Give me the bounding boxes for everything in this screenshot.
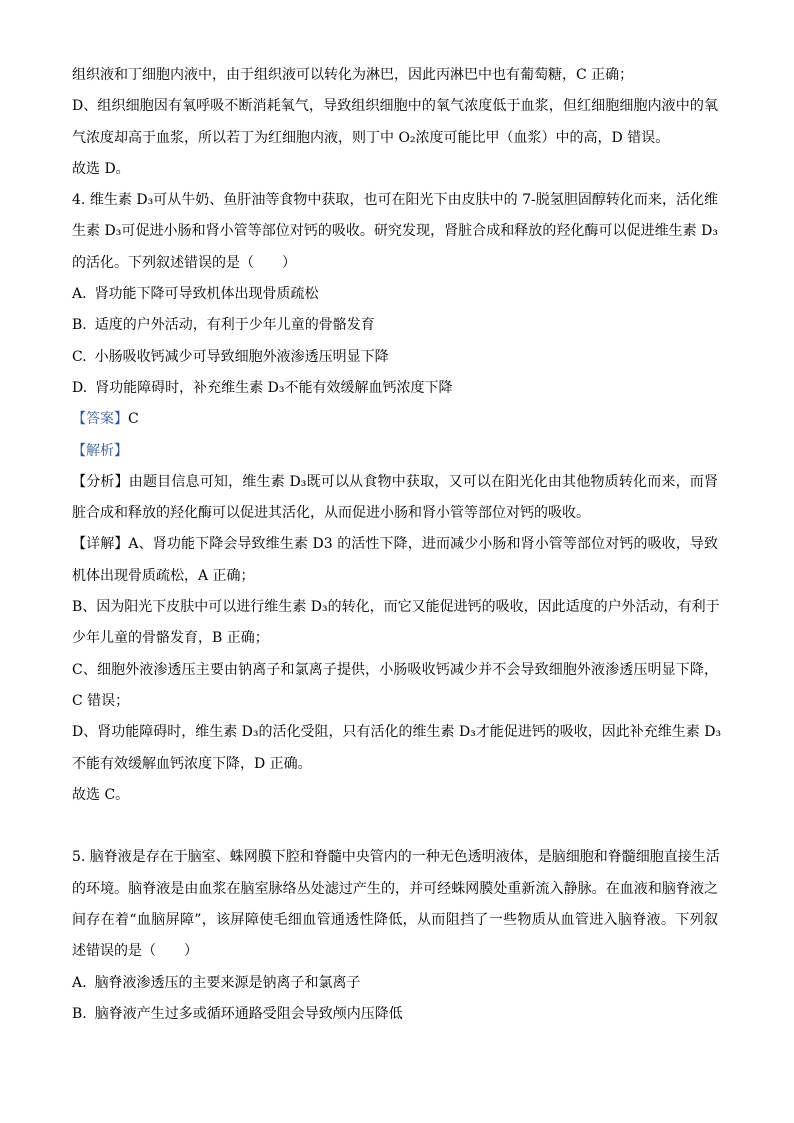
q4-detail-line: B、因为阳光下皮肤中可以进行维生素 D₃的转化，而它又能促进钙的吸收，因此适度的户外活动，有利于: [72, 599, 720, 616]
q5-stem-line: 的环境。脑脊液是由血浆在脑室脉络丛处滤过产生的，并可经蛛网膜处重新流入静脉。在血液和脑脊液之: [72, 880, 718, 897]
q4-stem-line: 4. 维生素 D₃可从牛奶、鱼肝油等食物中获取，也可在阳光下由皮肤中的 7-脱氢胆固醇转化而来，活化维: [72, 192, 718, 209]
option-letter: C.: [72, 348, 87, 365]
q4-detail-line: 不能有效缓解血钙浓度下降，D 正确。: [72, 755, 312, 772]
option-text: 脑脊液渗透压的主要来源是钠离子和氯离子: [94, 974, 361, 991]
q5-option-b: [72, 999, 718, 1030]
option-letter: B.: [72, 317, 87, 334]
option-text: 脑脊液产生过多或循环通路受阻会导致颅内压降低: [94, 1005, 403, 1022]
q4-answer: [72, 404, 718, 435]
analysis-label: 【解析】: [72, 442, 128, 459]
option-text: 肾功能下降可导致机体出现骨质疏松: [94, 286, 319, 303]
q3-conclusion: 故选 D。: [72, 160, 130, 177]
q4-option-d: [72, 373, 718, 404]
q4-detail-line: D、肾功能障碍时，维生素 D₃的活化受阻，只有活化的维生素 D₃才能促进钙的吸收，因此补充维生素 D₃: [72, 724, 722, 741]
q4-analysis-line: 【分析】由题目信息可知，维生素 D₃既可以从食物中获取，又可以在阳光化由其他物质转化而来，而肾: [72, 473, 718, 490]
q3-explanation-line: 组织液和丁细胞内液中，由于组织液可以转化为淋巴，因此丙淋巴中也有葡萄糖，C 正确；: [72, 67, 634, 83]
option-letter: B.: [72, 1005, 87, 1022]
q5-stem-line: 述错误的是（ ）: [72, 943, 198, 960]
q4-detail-line: C、细胞外液渗透压主要由钠离子和氯离子提供，小肠吸收钙减少并不会导致细胞外液渗透压明显下降，: [72, 661, 718, 678]
answer-label: 【答案】: [72, 411, 128, 428]
q3-explanation-line: 气浓度却高于血浆，所以若丁为红细胞内液，则丁中 O₂浓度可能比甲（血浆）中的高，D 错误。: [72, 129, 670, 146]
option-letter: A.: [72, 286, 87, 303]
option-text: 小肠吸收钙减少可导致细胞外液渗透压明显下降: [94, 348, 389, 365]
option-text: 肾功能障碍时，补充维生素 D₃不能有效缓解血钙浓度下降: [95, 379, 453, 396]
q4-option-b: [72, 310, 718, 341]
q4-conclusion: 故选 C。: [72, 786, 130, 803]
q5-option-a: [72, 968, 718, 999]
q4-option-a: [72, 279, 718, 310]
q3-explanation-line: D、组织细胞因有氧呼吸不断消耗氧气，导致组织细胞中的氧气浓度低于血浆，但红细胞细胞内液中的氧: [72, 98, 718, 115]
paragraph-gap: [72, 811, 794, 842]
q4-detail-line: 少年儿童的骨骼发育，B 正确；: [72, 630, 269, 647]
q4-detail-line: C 错误；: [72, 692, 130, 709]
answer-value: C: [128, 411, 139, 428]
q4-detail-line: 【详解】A、肾功能下降会导致维生素 D3 的活性下降，进而减少小肠和肾小管等部位对钙的吸收，导致: [72, 536, 718, 553]
q4-stem-line: 生素 D₃可促进小肠和肾小管等部位对钙的吸收。研究发现，肾脏合成和释放的羟化酶可以促进维生素 D₃: [72, 223, 718, 240]
q5-stem-line: 5. 脑脊液是存在于脑室、蛛网膜下腔和脊髓中央管内的一种无色透明液体，是脑细胞和脊髓细胞直接生活: [72, 849, 720, 866]
q4-analysis-line: 脏合成和释放的羟化酶可以促进其活化，从而促进小肠和肾小管等部位对钙的吸收。: [72, 505, 590, 522]
q4-stem-line: 的活化。下列叙述错误的是（ ）: [72, 254, 296, 271]
q4-analysis-heading: [72, 436, 718, 467]
option-letter: D.: [72, 379, 88, 396]
option-text: 适度的户外活动，有利于少年儿童的骨骼发育: [94, 317, 375, 334]
q4-detail-line: 机体出现骨质疏松，A 正确；: [72, 567, 255, 584]
option-letter: A.: [72, 974, 87, 991]
q4-option-c: [72, 342, 718, 373]
q5-stem-line: 间存在着“血脑屏障”，该屏障使毛细血管通透性降低，从而阻挡了一些物质从血管进入脑脊液。下列叙: [72, 912, 718, 929]
